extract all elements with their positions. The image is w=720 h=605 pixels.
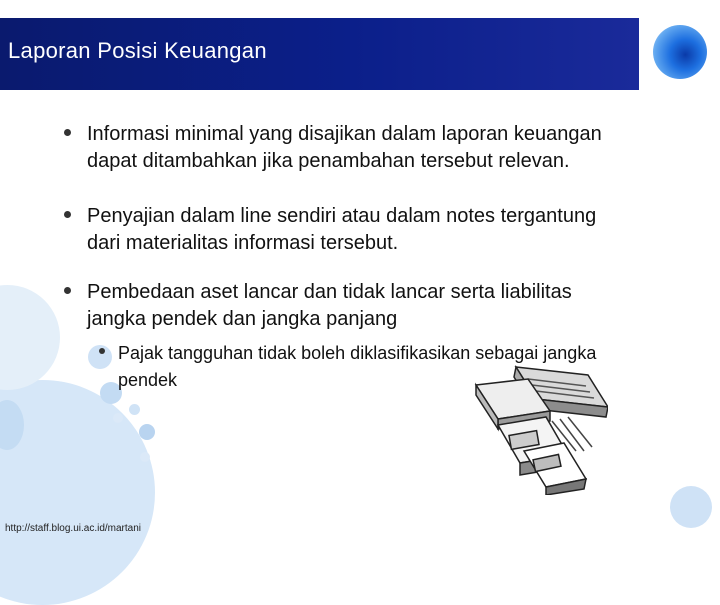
- list-item: [87, 121, 627, 175]
- list-item: [87, 279, 627, 333]
- floppy-disks-icon: [468, 355, 608, 495]
- bullet-text: Informasi minimal yang disajikan dalam laporan keuangan dapat ditambahkan jika penambahan tersebut relevan.: [87, 123, 602, 172]
- footer-url: http://staff.blog.ui.ac.id/martani: [5, 523, 142, 534]
- bullet-dot-icon: [64, 129, 71, 136]
- bullet-dot-icon: [64, 211, 71, 218]
- bullet-dot-icon: [64, 287, 71, 294]
- list-item: [87, 203, 627, 257]
- sub-bullet-text: Pajak tangguhan tidak boleh diklasifikasikan sebagai jangka pendek: [118, 343, 597, 390]
- bullet-text: Penyajian dalam line sendiri atau dalam notes tergantung dari materialitas informasi tersebut.: [87, 205, 597, 254]
- bullet-dot-icon: [99, 348, 105, 354]
- bullet-text: Pembedaan aset lancar dan tidak lancar serta liabilitas jangka pendek dan jangka panjang: [87, 281, 572, 330]
- slide-title: Laporan Posisi Keuangan: [8, 38, 267, 63]
